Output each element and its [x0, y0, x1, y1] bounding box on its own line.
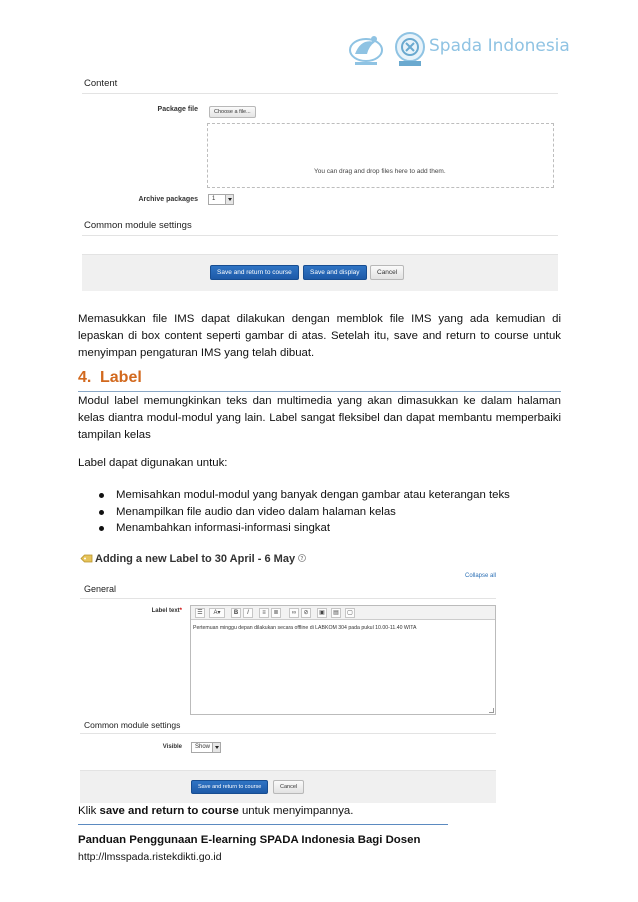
link-icon[interactable]: ∞	[289, 608, 299, 618]
label-text-editor[interactable]	[190, 605, 496, 715]
cancel-button[interactable]: Cancel	[370, 265, 404, 280]
image-icon[interactable]: ▣	[317, 608, 327, 618]
label-description-paragraph: Modul label memungkinkan teks dan multimedia yang akan dimasukkan ke dalam halaman kelas diantra modul-modul yang lain. Label sangat fleksibel dan dapat membantu memperbaiki tampilan kelas	[78, 395, 561, 441]
save-and-display-button[interactable]: Save and display	[303, 265, 367, 280]
editor-content: Pertemuan minggu depan dilakukan secara offline di LABKOM 304 pada pukul 10.00-11.40 WITA	[193, 625, 417, 631]
divider	[80, 598, 496, 599]
required-mark: *	[179, 608, 182, 614]
add-label-screenshot	[80, 548, 498, 804]
label-uses-intro: Label dapat digunakan untuk:	[78, 457, 228, 469]
numbered-list-icon[interactable]: ≣	[271, 608, 281, 618]
chevron-down-icon	[225, 195, 233, 204]
resize-handle-icon[interactable]	[489, 708, 494, 713]
divider	[80, 733, 496, 734]
section-heading	[78, 369, 142, 387]
bold-icon[interactable]: B	[231, 608, 241, 618]
package-file-label: Package file	[157, 106, 198, 113]
common-module-settings-heading: Common module settings	[84, 720, 181, 730]
editor-toolbar	[191, 606, 495, 620]
header-logos	[345, 28, 570, 70]
bullet-icon	[99, 493, 104, 498]
visible-value: Show	[195, 744, 211, 750]
archive-packages-label: Archive packages	[138, 196, 198, 203]
footer-rule	[78, 824, 448, 825]
footer-title: Panduan Penggunaan E-learning SPADA Indonesia Bagi Dosen	[78, 834, 421, 846]
ristekdikti-logo-icon	[345, 28, 387, 70]
visible-label: Visible	[162, 744, 182, 750]
label-text-label: Label text*	[151, 608, 182, 614]
bullet-icon	[99, 510, 104, 515]
bullet-icon	[99, 526, 104, 531]
save-and-return-button[interactable]: Save and return to course	[210, 265, 299, 280]
font-size-icon[interactable]: A▾	[209, 608, 225, 618]
list-item: Menampilkan file audio dan video dalam halaman kelas	[96, 504, 510, 521]
cancel-button[interactable]: Cancel	[273, 780, 304, 794]
divider	[82, 235, 558, 236]
list-item: Memisahkan modul-modul yang banyak dengan gambar atau keterangan teks	[96, 487, 510, 504]
file-dropzone[interactable]	[207, 123, 554, 188]
ims-instructions-paragraph: Memasukkan file IMS dapat dilakukan dengan memblok file IMS yang ada kemudian di lepaskan di box content seperti gambar di atas. Setelah itu, save and return to course untuk menyimpan pengaturan IMS yang telah dibuat.	[78, 313, 561, 359]
label-uses-list	[96, 487, 510, 537]
footer-url: http://lmsspada.ristekdikti.go.id	[78, 851, 222, 863]
section-number: 4.	[78, 369, 92, 386]
save-and-return-button[interactable]: Save and return to course	[191, 780, 268, 794]
chevron-down-icon	[212, 743, 220, 752]
add-label-title: Adding a new Label to 30 April - 6 May ?	[80, 553, 306, 565]
dropzone-text: You can drag and drop files here to add them.	[314, 168, 446, 175]
archive-packages-select[interactable]	[208, 194, 234, 205]
list-item: Menambahkan informasi-informasi singkat	[96, 520, 510, 537]
spada-logo-text: Spada Indonesia	[429, 36, 570, 56]
section-title: Label	[100, 369, 142, 386]
closing-bold-text: save and return to course	[99, 805, 239, 817]
tut-wuri-handayani-logo-icon	[393, 30, 427, 68]
label-tag-icon	[80, 554, 93, 563]
form-button-bar	[80, 770, 496, 803]
bullet-list-icon[interactable]: ≡	[259, 608, 269, 618]
collapse-all-link[interactable]: Collapse all	[465, 573, 497, 579]
content-heading: Content	[84, 78, 118, 89]
divider	[82, 93, 558, 94]
toolbar-toggle-icon[interactable]: ☰	[195, 608, 205, 618]
common-module-settings-heading: Common module settings	[84, 220, 192, 231]
ims-upload-screenshot	[82, 72, 560, 292]
general-heading: General	[84, 584, 117, 594]
archive-packages-value: 1	[212, 196, 216, 202]
help-icon[interactable]	[298, 554, 306, 562]
visible-select[interactable]	[191, 742, 221, 753]
closing-instruction: Klik save and return to course untuk menyimpannya.	[78, 805, 354, 817]
svg-text:?: ?	[300, 556, 304, 562]
choose-file-button[interactable]: Choose a file...	[209, 106, 256, 118]
media-icon[interactable]: ▤	[331, 608, 341, 618]
file-manager-icon[interactable]: ▢	[345, 608, 355, 618]
form-button-bar	[82, 254, 558, 291]
unlink-icon[interactable]: ⊘	[301, 608, 311, 618]
heading-underline	[78, 391, 561, 392]
italic-icon[interactable]: I	[243, 608, 253, 618]
